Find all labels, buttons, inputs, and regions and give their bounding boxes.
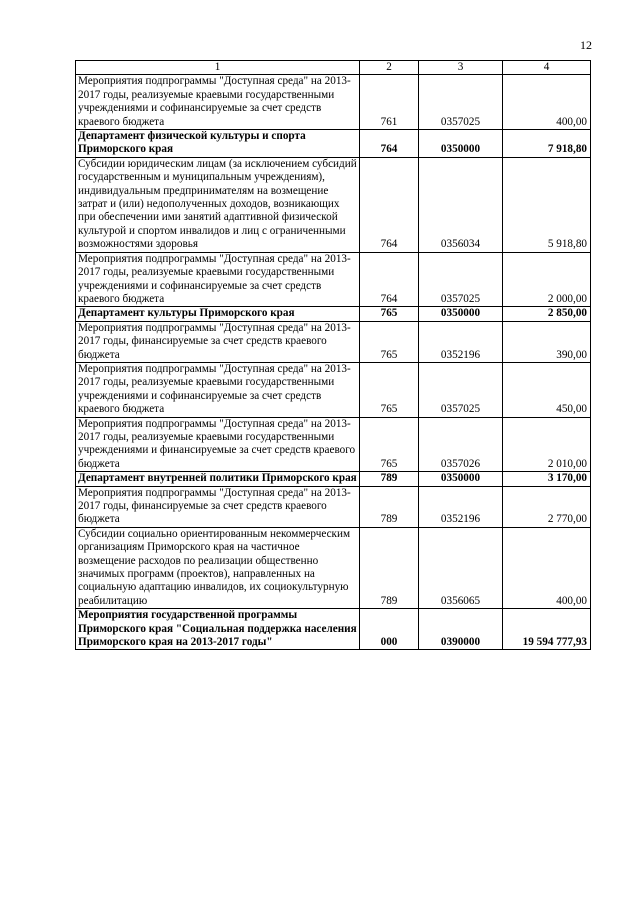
row-department-code: 764: [360, 252, 419, 307]
row-department-code: 789: [360, 472, 419, 486]
table-row: [76, 321, 591, 362]
column-header-4: 4: [503, 61, 591, 75]
row-target-code: 0352196: [419, 486, 503, 527]
page-number: 12: [580, 38, 592, 52]
row-amount: 2 770,00: [503, 486, 591, 527]
row-target-code: 0350000: [419, 472, 503, 486]
row-department-code: 765: [360, 307, 419, 321]
row-department-code: 761: [360, 75, 419, 130]
table-row: [76, 307, 591, 321]
row-target-code: 0357025: [419, 252, 503, 307]
row-description: Мероприятия подпрограммы "Доступная среда" на 2013-2017 годы, финансируемые за счет средств краевого бюджета: [76, 486, 360, 527]
table-body: [76, 75, 591, 650]
row-amount: 2 850,00: [503, 307, 591, 321]
row-target-code: 0350000: [419, 130, 503, 158]
row-department-code: 789: [360, 527, 419, 608]
row-amount: 3 170,00: [503, 472, 591, 486]
row-description: Мероприятия подпрограммы "Доступная среда" на 2013-2017 годы, реализуемые краевыми государственными учреждениями и финансируемые за счет средств краевого бюджета: [76, 417, 360, 472]
row-target-code: 0356065: [419, 527, 503, 608]
row-amount: 7 918,80: [503, 130, 591, 158]
table-row: [76, 527, 591, 608]
table-row: [76, 417, 591, 472]
table-row: [76, 130, 591, 158]
row-target-code: 0352196: [419, 321, 503, 362]
row-description: Мероприятия подпрограммы "Доступная среда" на 2013-2017 годы, реализуемые краевыми государственными учреждениями и софинансируемые за счет средств краевого бюджета: [76, 362, 360, 417]
row-description: Департамент физической культуры и спорта Приморского края: [76, 130, 360, 158]
row-amount: 19 594 777,93: [503, 609, 591, 650]
budget-table: [75, 60, 591, 650]
row-department-code: 765: [360, 417, 419, 472]
row-target-code: 0357025: [419, 75, 503, 130]
row-department-code: 764: [360, 130, 419, 158]
row-description: Мероприятия подпрограммы "Доступная среда" на 2013-2017 годы, финансируемые за счет средств краевого бюджета: [76, 321, 360, 362]
row-target-code: 0356034: [419, 157, 503, 252]
row-department-code: 764: [360, 157, 419, 252]
row-description: Мероприятия подпрограммы "Доступная среда" на 2013-2017 годы, реализуемые краевыми государственными учреждениями и софинансируемые за счет средств краевого бюджета: [76, 75, 360, 130]
row-description: Департамент культуры Приморского края: [76, 307, 360, 321]
row-target-code: 0350000: [419, 307, 503, 321]
row-description: Департамент внутренней политики Приморского края: [76, 472, 360, 486]
table-row: [76, 362, 591, 417]
row-amount: 390,00: [503, 321, 591, 362]
row-department-code: 765: [360, 362, 419, 417]
table-row: [76, 157, 591, 252]
row-description: Мероприятия государственной программы Приморского края "Социальная поддержка населения Приморского края на 2013-2017 годы": [76, 609, 360, 650]
table-row: [76, 486, 591, 527]
row-amount: 400,00: [503, 75, 591, 130]
column-header-2: 2: [360, 61, 419, 75]
row-department-code: 000: [360, 609, 419, 650]
row-amount: 5 918,80: [503, 157, 591, 252]
column-header-3: 3: [419, 61, 503, 75]
table-row: [76, 472, 591, 486]
row-amount: 450,00: [503, 362, 591, 417]
table-row: [76, 609, 591, 650]
column-header-1: 1: [76, 61, 360, 75]
row-target-code: 0357025: [419, 362, 503, 417]
row-target-code: 0357026: [419, 417, 503, 472]
row-description: Субсидии юридическим лицам (за исключением субсидий государственным и муниципальным учреждениям), индивидуальным предпринимателям на возмещение затрат и (или) недополученных доходов, возникающих при обеспечении ими занятий адаптивной физической культурой и спортом инвалидов и лиц с ограниченными возможностями здоровья: [76, 157, 360, 252]
row-target-code: 0390000: [419, 609, 503, 650]
row-description: Мероприятия подпрограммы "Доступная среда" на 2013-2017 годы, реализуемые краевыми государственными учреждениями и софинансируемые за счет средств краевого бюджета: [76, 252, 360, 307]
table-row: [76, 75, 591, 130]
row-amount: 2 010,00: [503, 417, 591, 472]
row-amount: 400,00: [503, 527, 591, 608]
row-department-code: 765: [360, 321, 419, 362]
row-department-code: 789: [360, 486, 419, 527]
table-row: [76, 252, 591, 307]
header-row: [76, 61, 591, 75]
row-amount: 2 000,00: [503, 252, 591, 307]
row-description: Субсидии социально ориентированным некоммерческим организациям Приморского края на частичное возмещение расходов по реализации общественно значимых программ (проектов), направленных на социальную адаптацию инвалидов, их социокультурную реабилитацию: [76, 527, 360, 608]
